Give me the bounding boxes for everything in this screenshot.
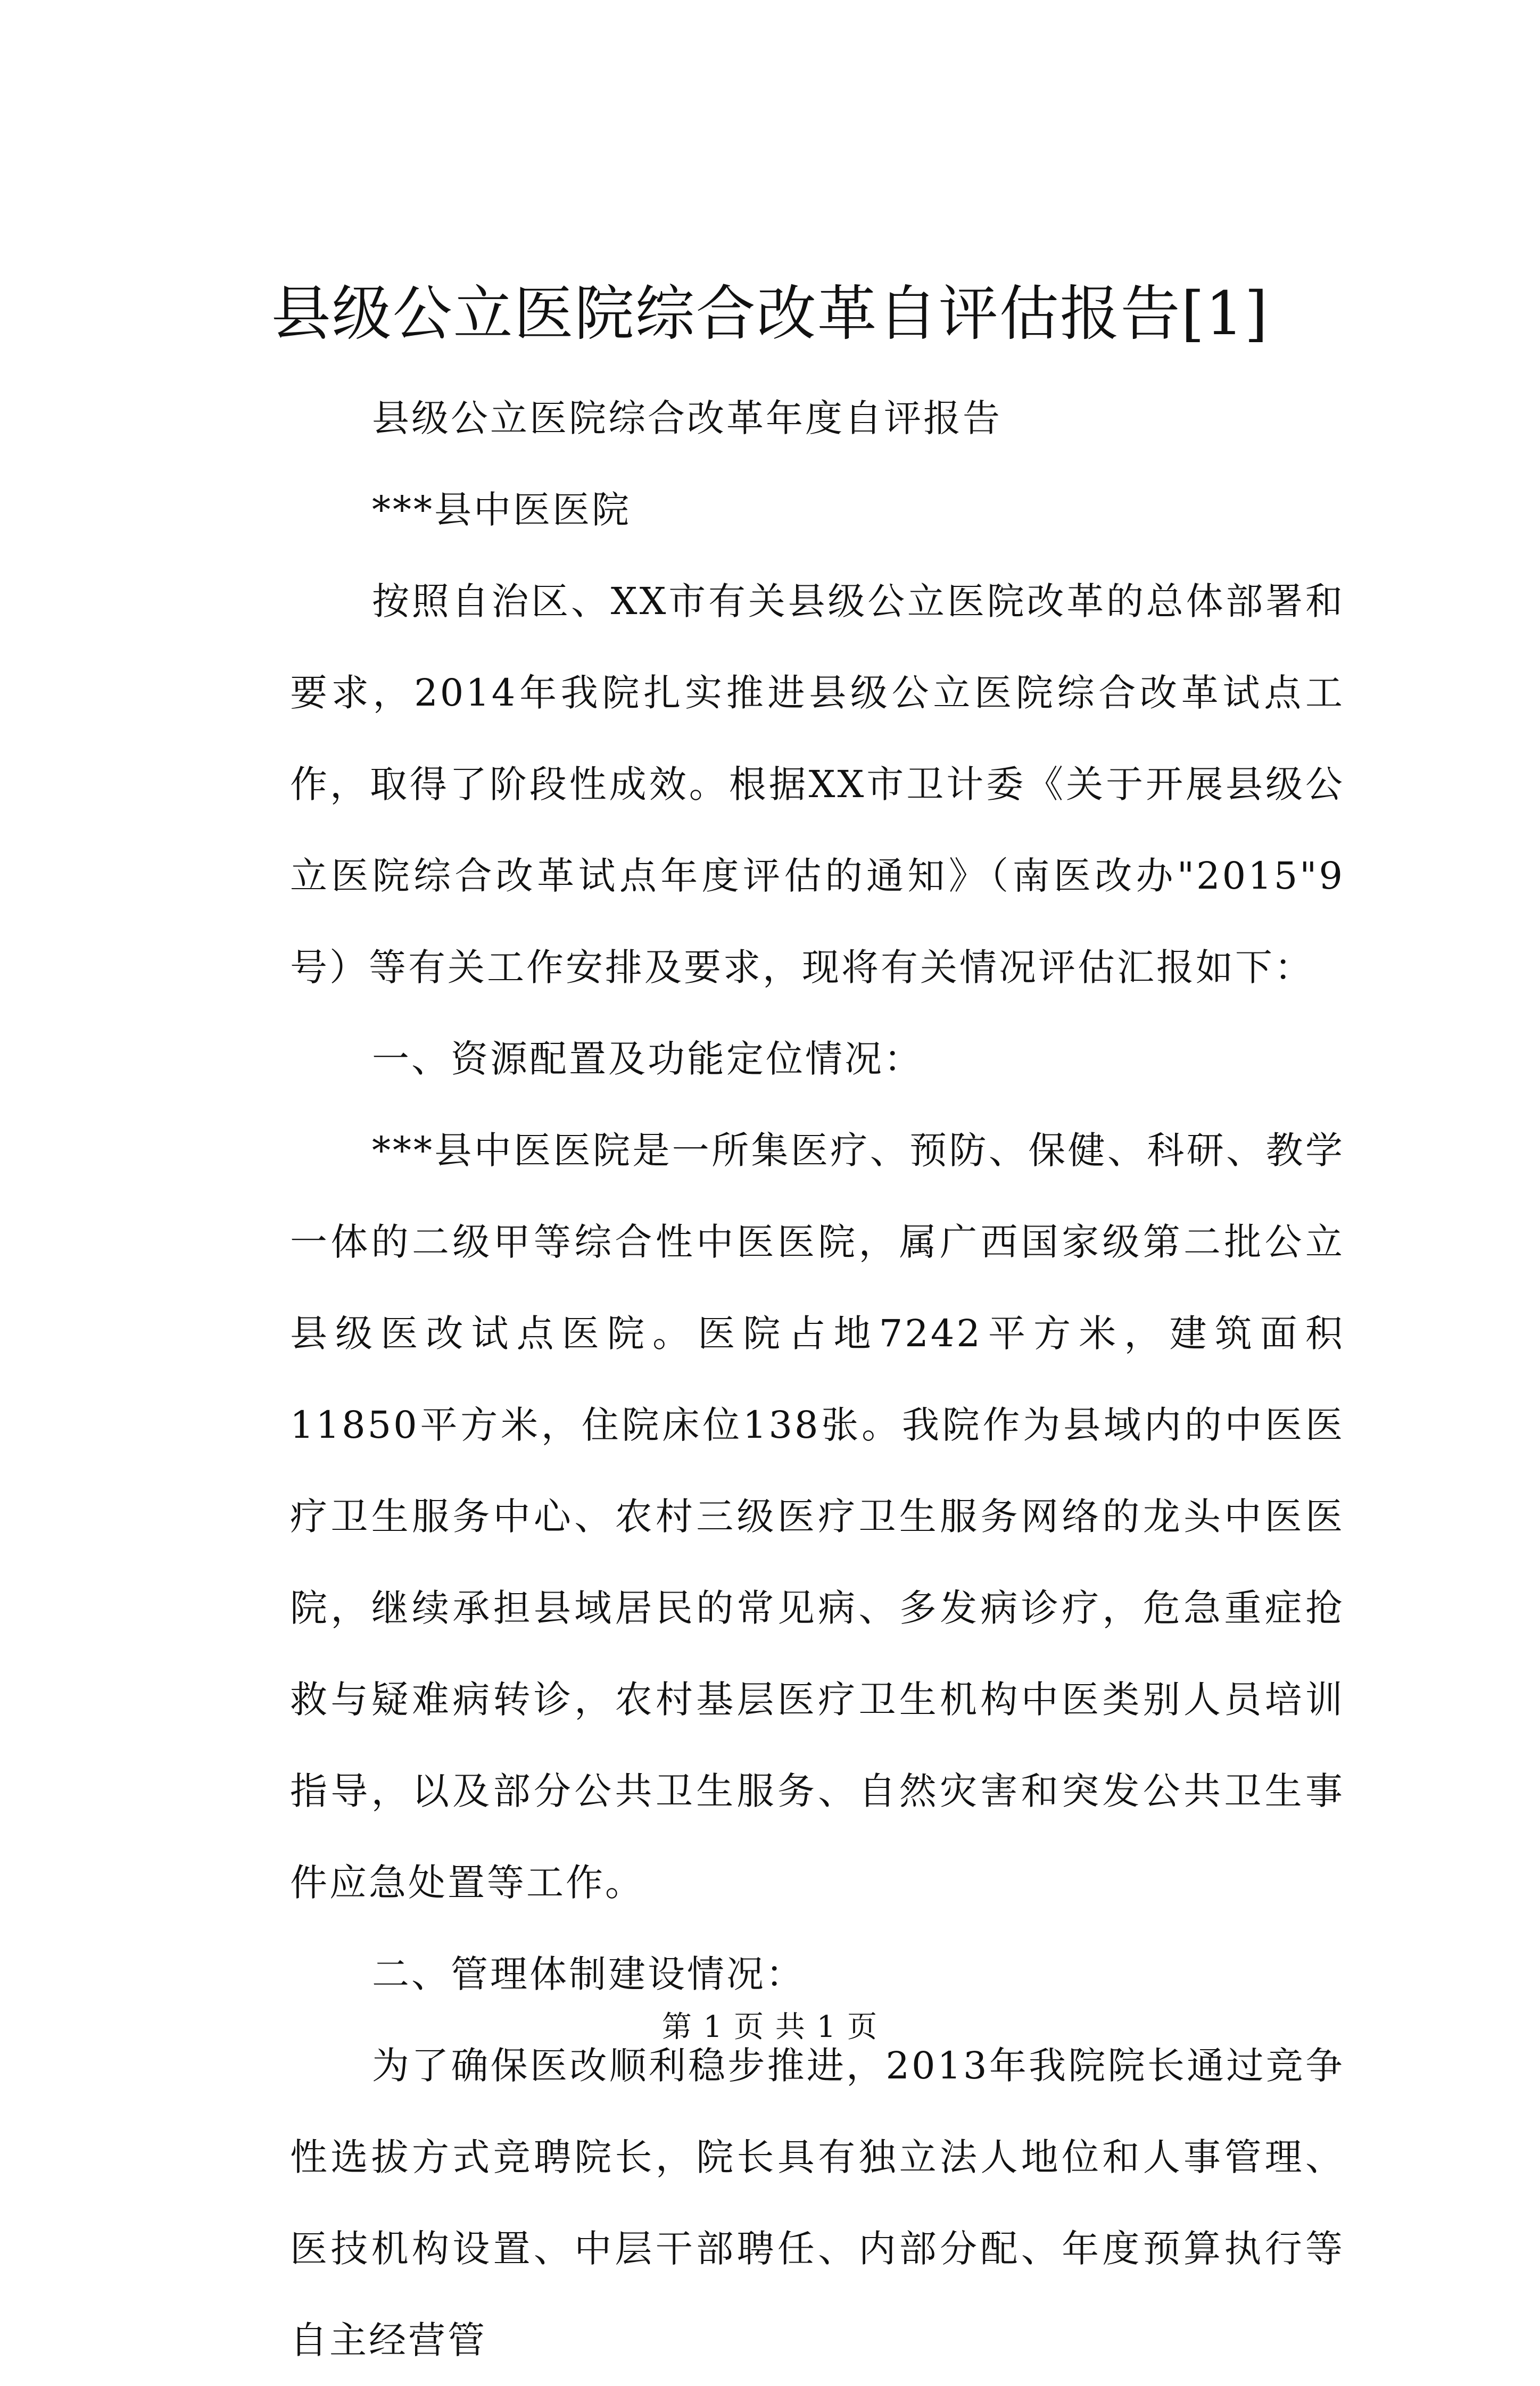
document-body — [290, 372, 1345, 2386]
section-2-paragraph: 为了确保医改顺利稳步推进，2013年我院院长通过竞争性选拔方式竞聘院长，院长具有独立法人地位和人事管理、医技机构设置、中层干部聘任、内部分配、年度预算执行等自主经营管 — [290, 2044, 1345, 2362]
report-subtitle: 县级公立医院综合改革年度自评报告 — [372, 396, 1002, 440]
intro-paragraph: 按照自治区、XX市有关县级公立医院改革的总体部署和要求，2014年我院扎实推进县级公立医院综合改革试点工作，取得了阶段性成效。根据XX市卫计委《关于开展县级公立医院综合改革试点年度评估的通知》（南医改办"2015"9号）等有关工作安排及要求，现将有关情况评估汇报如下： — [290, 579, 1345, 989]
document-title: 县级公立医院综合改革自评估报告[1] — [271, 279, 1269, 349]
section-heading-1: 一、资源配置及功能定位情况： — [372, 1037, 923, 1081]
section-heading-2: 二、管理体制建设情况： — [372, 1952, 805, 1996]
section-1-paragraph: ***县中医医院是一所集医疗、预防、保健、科研、教学一体的二级甲等综合性中医医院，属广西国家级第二批公立县级医改试点医院。医院占地7242平方米，建筑面积11850平方米，住院床位138张。我院作为县域内的中医医疗卫生服务中心、农村三级医疗卫生服务网络的龙头中医医院，继续承担县域居民的常见病、多发病诊疗，危急重症抢救与疑难病转诊，农村基层医疗卫生机构中医类别人员培训指导，以及部分公共卫生服务、自然灾害和突发公共卫生事件应急处置等工作。 — [290, 1129, 1345, 1904]
organization-name: ***县中医医院 — [372, 488, 631, 532]
page-footer: 第 1 页 共 1 页 — [661, 2010, 879, 2044]
